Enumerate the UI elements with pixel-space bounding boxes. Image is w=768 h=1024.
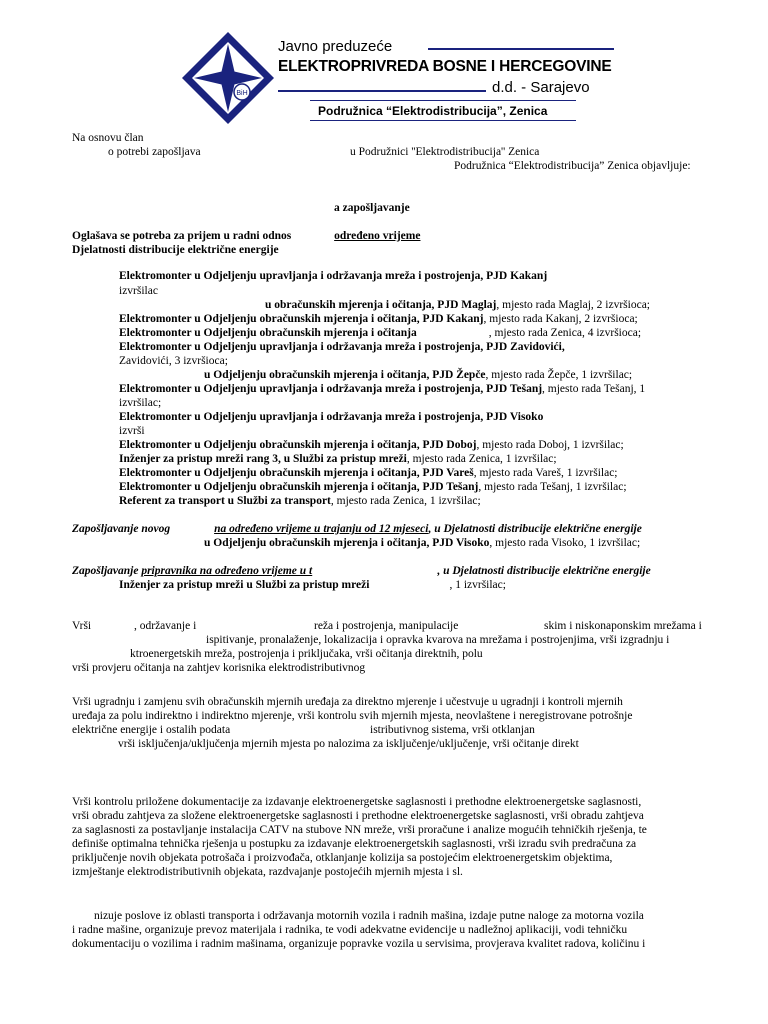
position-detail: , mjesto rada Kakanj, 2 izvršioca; (483, 313, 638, 325)
intro-line-2a: o potrebi zapošljava (108, 146, 201, 158)
p1-line-4: vrši provjeru očitanja na zahtjev korisnika elektrodistributivnog (72, 662, 366, 674)
position-line (119, 326, 641, 340)
position-title: Referent za transport u Službi za transport (119, 495, 331, 507)
header-branch: Podružnica “Elektrodistribucija”, Zenica (318, 104, 548, 118)
intro-line-2b: u Podružnici ''Elektrodistribucija'' Zenica (350, 146, 540, 158)
p1-line-2: ispitivanje, pronalaženje, lokalizacija i opravka kvarova na mrežama i postrojenjima, vrši izgradnju i (206, 634, 670, 646)
p4-line-2: i radne mašine, organizuje prevoz materijala i radnika, te vodi adekvatne evidencije u nadležnoj aplikaciji, vodi tehničku (72, 924, 628, 936)
trainee-line-2 (119, 578, 506, 592)
position-title: Elektromonter u Odjeljenju upravljanja i održavanja mreža i postrojenja, PJD Tešanj (119, 383, 543, 395)
announce-line-1 (72, 229, 662, 243)
trainee-sector: , u Djelatnosti distribucije električne energije (437, 565, 651, 577)
position-line (119, 452, 557, 466)
position-line (119, 312, 638, 326)
p1-line-1b: , održavanje i (134, 620, 197, 632)
position-title: Elektromonter u Odjeljenju upravljanja i održavanja mreža i postrojenja, PJD Zavidovići, (119, 341, 565, 353)
intro-line-3: Podružnica “Elektrodistribucija” Zenica objavljuje: (454, 160, 691, 172)
position-detail: Zavidovići, 3 izvršioca; (119, 355, 228, 367)
position-line (119, 340, 565, 354)
header-rule-bottom (278, 90, 486, 92)
position-detail: , mjesto rada Vareš, 1 izvršilac; (473, 467, 618, 479)
p2-line-1: Vrši ugradnju i zamjenu svih obračunskih mjernih uređaja za direktno mjerenje i učestvuje u ugradnji i kontroli mjernih (72, 696, 623, 708)
p2-line-4: vrši isključenja/uključenja mjernih mjesta po nalozima za isključenje/uključenje, vrši očitanje direkt (118, 738, 579, 750)
header-rule-branch-bottom (310, 120, 576, 121)
p1-line-3: ktroenergetskih mreža, postrojenja i priključaka, vrši očitanja direktnih, polu (130, 648, 483, 660)
position-line (119, 396, 161, 410)
position-detail: izvrši (119, 425, 145, 437)
position-detail: , mjesto rada Maglaj, 2 izvršioca; (496, 299, 650, 311)
trainee-label: Zapošljavanje (72, 565, 139, 577)
position-line (119, 480, 627, 494)
announce-duration-text: određeno vrijeme (334, 230, 421, 242)
position-title: Elektromonter u Odjeljenju obračunskih mjerenja i očitanja (119, 327, 417, 339)
p3-line-4: definiše optimalna tehnička rješenja u postupku za izdavanje elektroenergetskih saglasnosti, vrši izradu svih predračuna za (72, 838, 637, 850)
new-hire-detail: , mjesto rada Visoko, 1 izvršilac; (489, 537, 641, 549)
logo-lettering: BiH (236, 90, 248, 97)
p4-line-1: nizuje poslove iz oblasti transporta i održavanja motornih vozila i radnih mašina, izdaje putne naloge za motorna vozila (94, 910, 644, 922)
new-hire-sector: , u Djelatnosti distribucije električne energije (428, 523, 642, 535)
new-hire-line-1 (72, 522, 642, 536)
p2-line-2: uređaja za polu indirektno i indirektno mjerenje, vrši kontrolu svih mjernih mjesta, neovlaštene i neregistrovane potrošnje (72, 710, 633, 722)
position-line (119, 438, 624, 452)
trainee-duration (141, 564, 437, 578)
position-line (119, 269, 547, 283)
p2-line-3b: istributivnog sistema, vrši otklanjan (370, 724, 535, 736)
trainee-position: Inženjer za pristup mreži u Službi za pristup mreži (119, 579, 370, 591)
position-title: Elektromonter u Odjeljenju obračunskih mjerenja i očitanja, PJD Doboj (119, 439, 477, 451)
p3-line-6: izmještanje elektrodistributivnih objekata, razdvajanje postojećih mjernih mjesta i sl. (72, 866, 463, 878)
position-line (265, 298, 650, 312)
position-detail: izvršilac; (119, 397, 162, 409)
position-title: Inženjer za pristup mreži rang 3, u Službi za pristup mreži (119, 453, 407, 465)
position-title: u Odjeljenju obračunskih mjerenja i očitanja, PJD Žepče (204, 369, 486, 381)
p4-line-3: dokumentaciju o vozilima i radnim mašinama, organizuje popravke vozila u servisima, provjerava kvalitet radova, količinu i (72, 938, 646, 950)
header-line-3: d.d. - Sarajevo (492, 79, 590, 96)
announce-text: Oglašava se potreba za prijem u radni odnos (72, 230, 292, 242)
p2-line-3a: električne energije i ostalih podata (72, 724, 231, 736)
position-line (204, 368, 632, 382)
position-title: Elektromonter u Odjeljenju obračunskih mjerenja i očitanja, PJD Kakanj (119, 313, 484, 325)
position-detail: , mjesto rada Zenica, 1 izvršilac; (406, 453, 557, 465)
position-detail: , mjesto rada Zenica, 1 izvršilac; (330, 495, 481, 507)
position-detail: , mjesto rada Doboj, 1 izvršilac; (476, 439, 624, 451)
position-line (119, 354, 228, 368)
company-logo (180, 30, 276, 126)
header-rule-top (428, 48, 614, 50)
page-title: a zapošljavanje (334, 202, 410, 214)
header-company-name: ELEKTROPRIVREDA BOSNE I HERCEGOVINE (278, 58, 612, 75)
position-line (119, 382, 645, 396)
p3-line-1: Vrši kontrolu priložene dokumentacije za izdavanje elektroenergetske saglasnosti i prethodne elektroenergetske saglasnosti, (72, 796, 642, 808)
new-hire-position: u Odjeljenju obračunskih mjerenja i očitanja, PJD Visoko (204, 537, 490, 549)
p3-line-2: vrši obradu zahtjeva za složene elektroenergetske saglasnosti i prethodne elektroenergetske saglasnosti, vrši obradu zahtjeva (72, 810, 644, 822)
new-hire-duration: na određeno vrijeme u trajanju od 12 mjeseci (214, 523, 429, 535)
trainee-line-1 (72, 564, 651, 578)
announce-line-2: Djelatnosti distribucije električne energije (72, 244, 279, 256)
p1-line-1d: skim i niskonaponskim mrežama i (544, 620, 702, 632)
p1-line-1c: reža i postrojenja, manipulacije (314, 620, 459, 632)
position-title: Elektromonter u Odjeljenju upravljanja i održavanja mreža i postrojenja, PJD Kakanj (119, 270, 548, 282)
new-hire-label: Zapošljavanje novog (72, 523, 171, 535)
position-detail: izvršilac (119, 285, 158, 297)
announce-duration (294, 229, 662, 243)
position-detail: , mjesto rada Tešanj, 1 izvršilac; (478, 481, 627, 493)
position-title: u obračunskih mjerenja i očitanja, PJD Maglaj (265, 299, 497, 311)
position-detail: , mjesto rada Tešanj, 1 (542, 383, 646, 395)
position-line (119, 494, 481, 508)
new-hire-line-2 (204, 536, 640, 550)
header-rule-branch (310, 100, 576, 101)
p3-line-5: priključenje novih objekata potrošača i proizvođača, otklanjanje kolizija sa postojećim elektroenergetskim objektima, (72, 852, 613, 864)
position-detail: , mjesto rada Zenica, 4 izvršioca; (488, 327, 642, 339)
header-line-1: Javno preduzeće (278, 38, 393, 55)
p1-line-1a: Vrši (72, 620, 92, 632)
position-title: Elektromonter u Odjeljenju obračunskih mjerenja i očitanja, PJD Tešanj (119, 481, 479, 493)
position-line (119, 466, 618, 480)
intro-line-1: Na osnovu član (72, 132, 144, 144)
position-title: Elektromonter u Odjeljenju upravljanja i održavanja mreža i postrojenja, PJD Visoko (119, 411, 544, 423)
position-line (119, 424, 145, 438)
trainee-duration-text: pripravnika na određeno vrijeme u t (141, 565, 313, 577)
p3-line-3: za saglasnosti za postavljanje instalacija CATV na stubove NN mreže, vrši proračune i analize mogućih tehničkih rješenja, te (72, 824, 647, 836)
position-line (119, 284, 158, 298)
trainee-detail: , 1 izvršilac; (449, 579, 506, 591)
position-detail: , mjesto rada Žepče, 1 izvršilac; (485, 369, 633, 381)
position-line (119, 410, 543, 424)
position-title: Elektromonter u Odjeljenju obračunskih mjerenja i očitanja, PJD Vareš (119, 467, 474, 479)
